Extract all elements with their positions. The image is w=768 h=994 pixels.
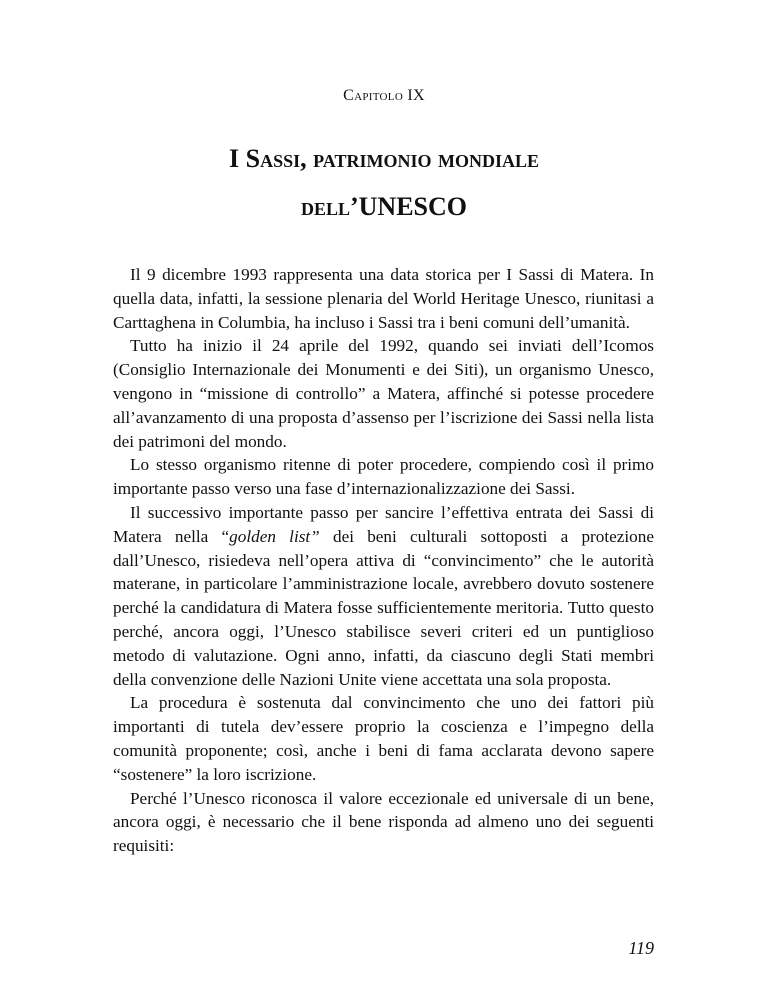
- chapter-title-line-1: I Sassi, patrimonio mondiale: [229, 144, 539, 173]
- paragraph-5: La procedura è sostenuta dal convincimento che uno dei fattori più importanti di tutela dev’essere proprio la coscienza e l’impegno della comunità proponente; così, anche i beni di fama acclarata devono sapere “sostenere” la loro iscrizione.: [113, 693, 654, 784]
- page-number: 119: [628, 938, 654, 958]
- body-text: [113, 263, 654, 858]
- golden-list-italic: golden list”: [229, 526, 320, 546]
- paragraph-1: Il 9 dicembre 1993 rappresenta una data storica per I Sassi di Matera. In quella data, infatti, la sessione plenaria del World Heritage Unesco, riunitasi a Carttaghena in Columbia, ha incluso i Sassi tra i beni comuni dell’umanità.: [113, 265, 654, 332]
- paragraph-3: Lo stesso organismo ritenne di poter procedere, compiendo così il primo importante passo verso una fase d’internazionalizzazione dei Sassi.: [113, 455, 654, 499]
- chapter-title-line-2: dell’UNESCO: [300, 192, 468, 221]
- chapter-label: [0, 87, 768, 105]
- paragraph-4: [113, 501, 654, 691]
- paragraph-4-before: Il successivo importante passo per sancire l’effettiva entrata dei Sassi di Matera nella “: [113, 502, 654, 546]
- chapter-label-text: Capitolo IX: [343, 87, 425, 104]
- paragraph-6: Perché l’Unesco riconosca il valore eccezionale ed universale di un bene, ancora oggi, è necessario che il bene risponda ad almeno uno dei seguenti requisiti:: [113, 788, 654, 856]
- chapter-title: [0, 135, 768, 231]
- paragraph-2: Tutto ha inizio il 24 aprile del 1992, quando sei inviati dell’Icomos (Consiglio Internazionale dei Monumenti e dei Siti), un organismo Unesco, vengono in “missione di controllo” a Matera, affinché si potesse procedere all’avanzamento di una proposta d’assenso per l’iscrizione dei Sassi nella lista dei patrimoni del mondo.: [113, 336, 654, 451]
- paragraph-4-after: dei beni culturali sottoposti a protezione dall’Unesco, risiedeva nell’opera attiva di “convincimento” che le autorità materane, in particolare l’amministrazione locale, avrebbero dovuto sostenere perché la candidatura di Matera fosse sufficientemente meritoria. Tutto questo perché, ancora oggi, l’Unesco stabilisce severi criteri ed un puntiglioso metodo di valutazione. Ogni anno, infatti, da ciascuno degli Stati membri della convenzione delle Nazioni Unite viene accettata una sola proposta.: [113, 526, 654, 689]
